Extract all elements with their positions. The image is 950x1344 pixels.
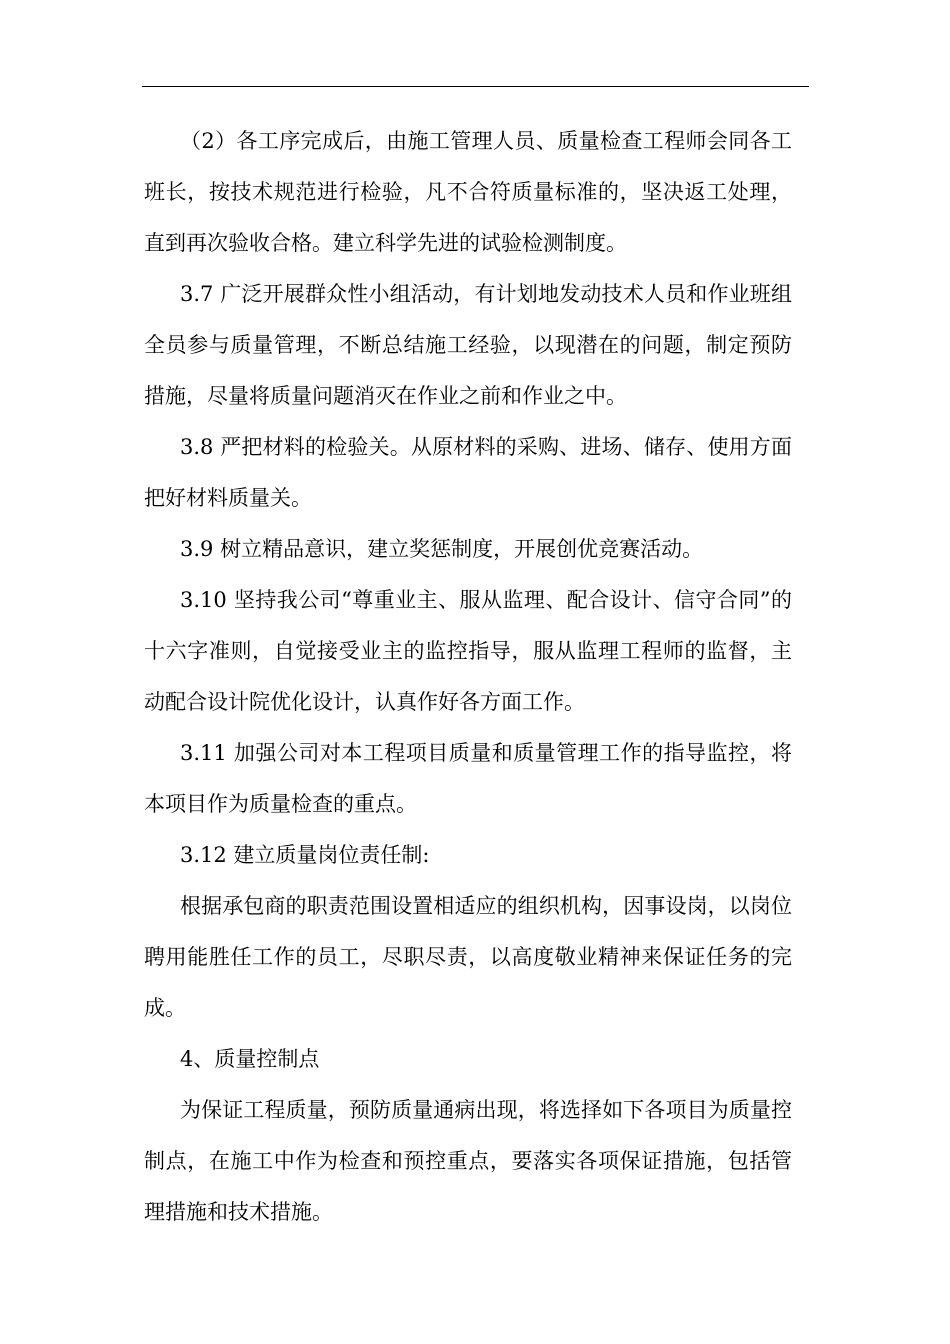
section-4-heading: 4、质量控制点 [180,1047,320,1071]
paragraph-3-7: 3.7 广泛开展群众性小组活动，有计划地发动技术人员和作业班组全员参与质量管理，不断总结施工经验，以现潜在的问题，制定预防措施，尽量将质量问题消灭在作业之前和作业之中。 [144,282,792,408]
paragraph-inspection-procedure: （2）各工序完成后，由施工管理人员、质量检查工程师会同各工班长，按技术规范进行检验，凡不合符质量标准的，坚决返工处理，直到再次验收合格。建立科学先进的试验检测制度。 [144,129,792,255]
paragraph-3-11: 3.11 加强公司对本工程项目质量和质量管理工作的指导监控，将本项目作为质量检查的重点。 [144,741,792,816]
paragraph-4-body: 为保证工程质量，预防质量通病出现，将选择如下各项目为质量控制点，在施工中作为检查和预控重点，要落实各项保证措施，包括管理措施和技术措施。 [144,1098,792,1224]
paragraph-3-10: 3.10 坚持我公司“尊重业主、服从监理、配合设计、信守合同”的十六字准则，自觉接受业主的监控指导，服从监理工程师的监督，主动配合设计院优化设计，认真作好各方面工作。 [144,588,792,714]
paragraph-3-12-heading: 3.12 建立质量岗位责任制: [180,843,430,867]
paragraph-3-12-body: 根据承包商的职责范围设置相适应的组织机构，因事设岗，以岗位聘用能胜任工作的员工，尽职尽责，以高度敬业精神来保证任务的完成。 [144,894,792,1020]
paragraph-3-8: 3.8 严把材料的检验关。从原材料的采购、进场、储存、使用方面把好材料质量关。 [144,435,792,510]
header-rule [142,86,809,87]
paragraph-3-9: 3.9 树立精品意识，建立奖惩制度，开展创优竞赛活动。 [180,537,704,561]
body-text [144,116,792,1238]
